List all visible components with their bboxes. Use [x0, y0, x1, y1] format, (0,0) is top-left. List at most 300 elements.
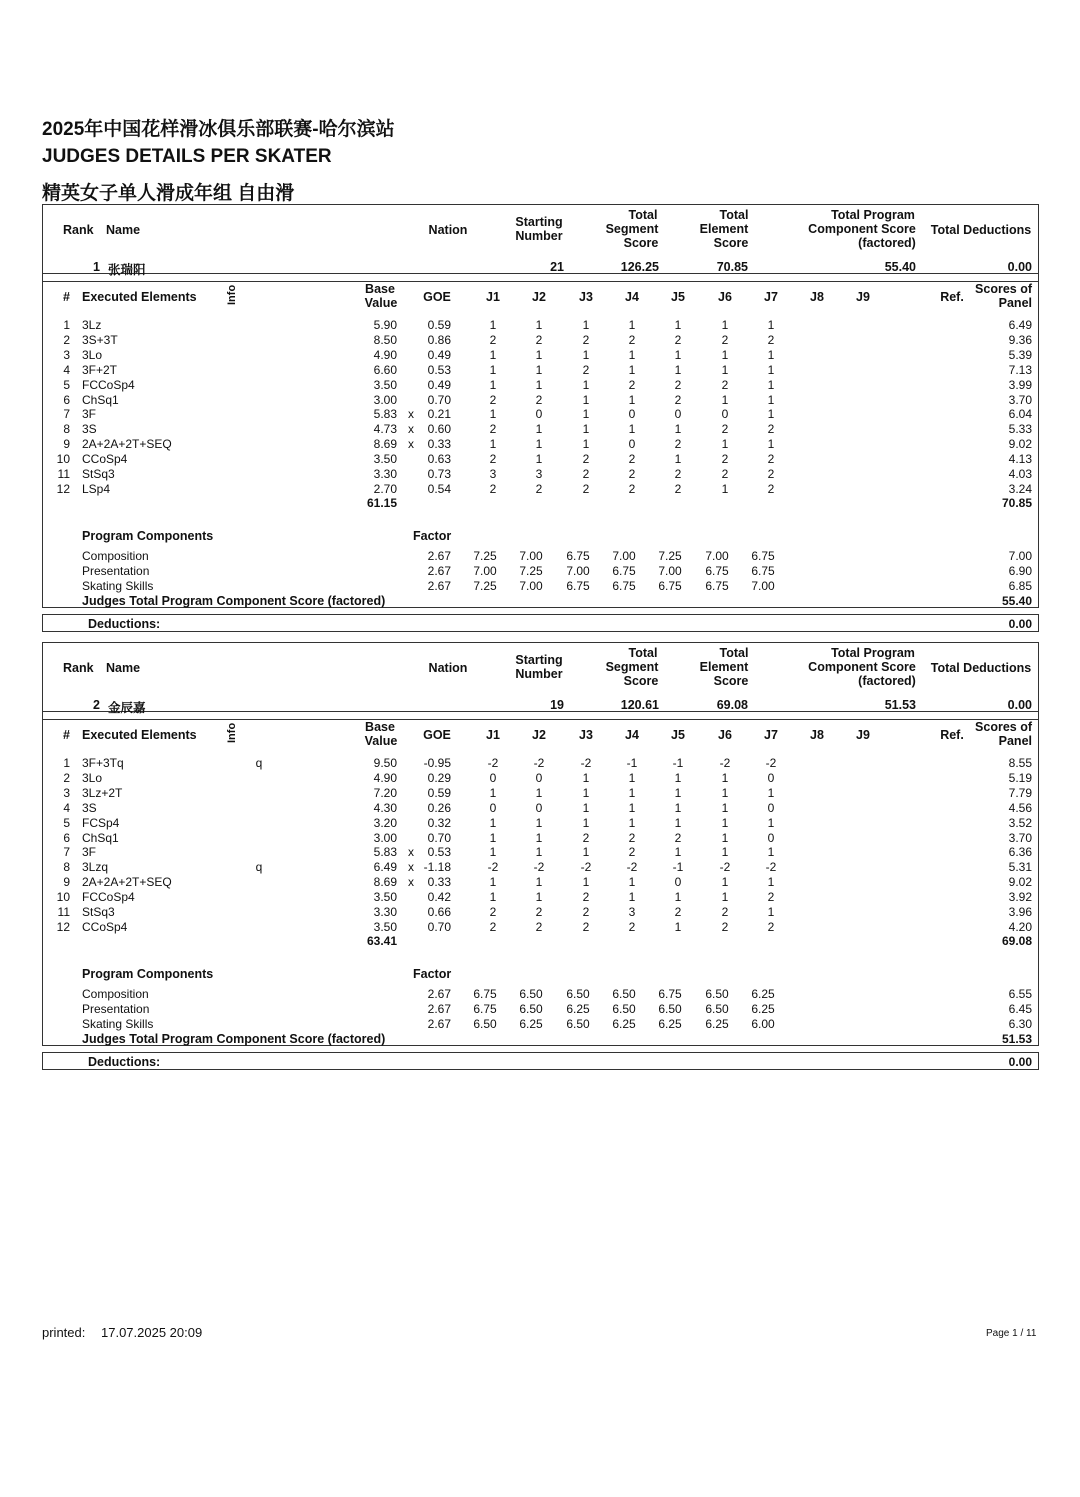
- executed-elements-header: Executed Elements: [82, 290, 197, 304]
- element-judge-score: -2: [580, 860, 592, 874]
- header-divider: [42, 281, 1039, 282]
- element-judge-score: 1: [767, 318, 775, 332]
- component-judge-score: 7.25: [658, 549, 682, 563]
- rank-header: Rank: [63, 223, 94, 237]
- element-base-value: 5.90: [373, 318, 397, 332]
- element-judge-score: 2: [489, 452, 497, 466]
- element-judge-score: 3: [535, 467, 543, 481]
- component-judge-score: 6.50: [612, 1002, 636, 1016]
- component-judge-score: 6.50: [705, 1002, 729, 1016]
- element-row-number: 11: [57, 467, 70, 481]
- name-header: Name: [106, 223, 141, 237]
- judge-header-j8: J8: [810, 290, 824, 304]
- component-judge-score: 6.25: [612, 1017, 636, 1031]
- total-segment-score: 126.25: [620, 260, 659, 274]
- element-judge-score: 1: [721, 875, 729, 889]
- element-judge-score: 1: [582, 816, 590, 830]
- element-code: FCCoSp4: [82, 378, 135, 392]
- component-judge-score: 6.25: [519, 1017, 543, 1031]
- element-judge-score: 2: [721, 452, 729, 466]
- element-judge-score: 1: [721, 348, 729, 362]
- element-judge-score: 1: [535, 318, 543, 332]
- element-judge-score: 1: [767, 363, 775, 377]
- component-judge-score: 7.25: [473, 549, 497, 563]
- element-base-value: 4.90: [373, 771, 397, 785]
- element-judge-score: 2: [674, 482, 682, 496]
- total-segment-header: Total: [628, 646, 658, 660]
- element-base-value: 2.70: [373, 482, 397, 496]
- event-title: 2025年中国花样滑冰俱乐部联赛-哈尔滨站: [42, 119, 395, 140]
- element-judge-score: 1: [721, 786, 729, 800]
- total-element-header: Score: [713, 236, 749, 250]
- element-judge-score: -2: [487, 860, 499, 874]
- deductions-label: Deductions:: [88, 1055, 161, 1069]
- judge-header-j1: J1: [486, 290, 500, 304]
- element-panel-score: 9.02: [1008, 875, 1032, 889]
- element-goe: 0.42: [427, 890, 451, 904]
- element-judge-score: 2: [628, 378, 636, 392]
- element-judge-score: 1: [767, 905, 775, 919]
- element-number-header: #: [63, 290, 70, 304]
- element-judge-score: 1: [674, 786, 682, 800]
- element-code: StSq3: [82, 905, 115, 919]
- element-judge-score: 1: [767, 393, 775, 407]
- element-base-value: 3.50: [373, 920, 397, 934]
- element-judge-score: -2: [487, 756, 499, 770]
- element-judge-score: 2: [628, 831, 636, 845]
- element-judge-score: 1: [721, 890, 729, 904]
- element-panel-score: 3.52: [1008, 816, 1032, 830]
- component-judge-score: 7.00: [566, 564, 590, 578]
- element-judge-score: 1: [535, 437, 543, 451]
- judge-header-j8: J8: [810, 728, 824, 742]
- element-panel-score: 5.31: [1008, 860, 1032, 874]
- element-judge-score: 0: [767, 831, 775, 845]
- base-value-header: Value: [364, 296, 398, 310]
- element-bonus-flag: x: [408, 407, 414, 421]
- element-judge-score: 0: [767, 771, 775, 785]
- element-judge-score: 2: [767, 920, 775, 934]
- element-judge-score: 2: [674, 393, 682, 407]
- judges-total-pcs-label: Judges Total Program Component Score (factored): [82, 1032, 386, 1046]
- element-panel-score: 5.39: [1008, 348, 1032, 362]
- element-judge-score: 1: [767, 845, 775, 859]
- element-judge-score: 2: [628, 920, 636, 934]
- skater-rank: 1: [93, 260, 100, 274]
- component-judge-score: 7.25: [519, 564, 543, 578]
- component-factor: 2.67: [427, 1017, 451, 1031]
- total-element-header: Score: [713, 674, 749, 688]
- element-panel-score: 4.03: [1008, 467, 1032, 481]
- element-judge-score: 2: [674, 378, 682, 392]
- deductions-label: Deductions:: [88, 617, 161, 631]
- element-judge-score: 1: [674, 845, 682, 859]
- scores-of-panel-header: Scores of: [975, 282, 1032, 296]
- component-judge-score: 6.75: [751, 549, 775, 563]
- judges-total-pcs-value: 55.40: [1001, 594, 1032, 608]
- scores-of-panel-header: Panel: [998, 734, 1032, 748]
- element-base-value: 4.73: [373, 422, 397, 436]
- element-row-number: 5: [63, 378, 70, 392]
- component-panel-score: 6.30: [1008, 1017, 1032, 1031]
- element-row-number: 10: [56, 452, 70, 466]
- printed-label: printed:: [42, 1325, 86, 1340]
- element-judge-score: -2: [765, 756, 777, 770]
- element-judge-score: 1: [628, 890, 636, 904]
- judge-header-j3: J3: [579, 728, 593, 742]
- element-judge-score: 2: [674, 333, 682, 347]
- element-code: 3S: [82, 801, 97, 815]
- element-judge-score: 1: [582, 378, 590, 392]
- element-row-number: 4: [63, 801, 70, 815]
- element-judge-score: 2: [721, 920, 729, 934]
- element-code: 3F+2T: [82, 363, 118, 377]
- element-goe: 0.32: [427, 816, 451, 830]
- element-judge-score: 1: [628, 786, 636, 800]
- element-code: ChSq1: [82, 831, 119, 845]
- starting-number-header: Number: [515, 667, 563, 681]
- element-judge-score: 2: [582, 467, 590, 481]
- element-judge-score: 2: [489, 920, 497, 934]
- total-deductions-value: 0.00: [1007, 698, 1032, 712]
- component-name: Presentation: [82, 1002, 150, 1016]
- element-judge-score: 2: [721, 378, 729, 392]
- element-bonus-flag: x: [408, 437, 414, 451]
- element-judge-score: 1: [582, 422, 590, 436]
- element-judge-score: 2: [674, 437, 682, 451]
- element-goe: 0.29: [427, 771, 451, 785]
- ref-header: Ref.: [940, 728, 964, 742]
- component-judge-score: 7.00: [519, 579, 543, 593]
- element-row-number: 7: [63, 845, 70, 859]
- element-goe: 0.26: [427, 801, 451, 815]
- element-code: FCSp4: [82, 816, 120, 830]
- element-judge-score: 0: [721, 407, 729, 421]
- base-value-total: 63.41: [366, 934, 397, 948]
- element-judge-score: 3: [489, 467, 497, 481]
- report-title: JUDGES DETAILS PER SKATER: [42, 146, 332, 167]
- element-panel-score: 4.20: [1008, 920, 1032, 934]
- element-judge-score: 2: [489, 905, 497, 919]
- element-judge-score: 2: [767, 422, 775, 436]
- element-row-number: 7: [63, 407, 70, 421]
- element-code: FCCoSp4: [82, 890, 135, 904]
- element-row-number: 1: [63, 318, 70, 332]
- element-judge-score: 2: [489, 393, 497, 407]
- total-pcs-header: Total Program: [831, 208, 915, 222]
- element-judge-score: 1: [674, 318, 682, 332]
- judge-header-j9: J9: [856, 728, 870, 742]
- element-judge-score: 2: [582, 831, 590, 845]
- element-judge-score: 1: [628, 422, 636, 436]
- element-judge-score: 1: [674, 363, 682, 377]
- element-goe: 0.66: [427, 905, 451, 919]
- total-element-score: 69.08: [716, 698, 748, 712]
- element-goe: 0.60: [427, 422, 451, 436]
- nation-header: Nation: [428, 223, 468, 237]
- judge-header-j9: J9: [856, 290, 870, 304]
- element-code: LSp4: [82, 482, 111, 496]
- skater-rank: 2: [93, 698, 100, 712]
- component-judge-score: 6.50: [473, 1017, 497, 1031]
- rank-header: Rank: [63, 661, 94, 675]
- element-judge-score: 1: [489, 318, 497, 332]
- skater-name: 金辰嘉: [108, 701, 146, 715]
- element-row-number: 9: [63, 875, 70, 889]
- element-judge-score: 2: [767, 452, 775, 466]
- element-judge-score: 1: [628, 771, 636, 785]
- judge-header-j5: J5: [671, 290, 685, 304]
- element-judge-score: 1: [767, 407, 775, 421]
- element-code: 2A+2A+2T+SEQ: [82, 437, 172, 451]
- element-judge-score: 0: [535, 771, 543, 785]
- component-panel-score: 6.90: [1008, 564, 1032, 578]
- total-segment-header: Score: [623, 236, 659, 250]
- element-judge-score: 1: [582, 437, 590, 451]
- element-goe: 0.70: [427, 920, 451, 934]
- element-judge-score: 2: [582, 363, 590, 377]
- element-judge-score: 2: [535, 920, 543, 934]
- judge-header-j4: J4: [625, 290, 639, 304]
- element-goe: -1.18: [423, 860, 451, 874]
- element-row-number: 4: [63, 363, 70, 377]
- total-segment-score: 120.61: [620, 698, 659, 712]
- element-panel-score: 4.13: [1008, 452, 1032, 466]
- component-judge-score: 6.75: [751, 564, 775, 578]
- component-factor: 2.67: [427, 549, 451, 563]
- element-judge-score: 2: [582, 333, 590, 347]
- total-element-header: Total: [719, 646, 749, 660]
- element-judge-score: 1: [674, 801, 682, 815]
- element-judge-score: 2: [674, 467, 682, 481]
- element-code: 3Lz: [82, 318, 102, 332]
- element-row-number: 2: [63, 333, 70, 347]
- component-factor: 2.67: [427, 987, 451, 1001]
- base-value-header: Value: [364, 734, 398, 748]
- element-panel-score: 3.24: [1008, 482, 1032, 496]
- component-judge-score: 6.25: [751, 987, 775, 1001]
- element-judge-score: 1: [582, 771, 590, 785]
- component-factor: 2.67: [427, 579, 451, 593]
- element-code: CCoSp4: [82, 920, 128, 934]
- component-judge-score: 6.75: [473, 1002, 497, 1016]
- element-bonus-flag: x: [408, 860, 414, 874]
- component-panel-score: 6.85: [1008, 579, 1032, 593]
- element-judge-score: 2: [489, 333, 497, 347]
- element-judge-score: 0: [535, 801, 543, 815]
- element-number-header: #: [63, 728, 70, 742]
- element-info-flag: q: [255, 860, 263, 874]
- element-judge-score: 1: [721, 393, 729, 407]
- element-judge-score: -2: [533, 756, 545, 770]
- element-goe: 0.59: [427, 786, 451, 800]
- total-deductions-header: Total Deductions: [930, 661, 1032, 675]
- element-code: 3Lz+2T: [82, 786, 123, 800]
- total-segment-header: Segment: [605, 660, 659, 674]
- element-bonus-flag: x: [408, 845, 414, 859]
- element-row-number: 9: [63, 437, 70, 451]
- component-judge-score: 7.00: [519, 549, 543, 563]
- element-panel-score: 3.92: [1008, 890, 1032, 904]
- element-judge-score: 1: [721, 771, 729, 785]
- element-panel-score: 9.36: [1008, 333, 1032, 347]
- element-judge-score: 0: [674, 407, 682, 421]
- element-judge-score: 1: [674, 348, 682, 362]
- element-judge-score: 2: [767, 482, 775, 496]
- element-judge-score: 1: [582, 875, 590, 889]
- element-judge-score: 2: [535, 393, 543, 407]
- element-judge-score: 2: [721, 905, 729, 919]
- element-bonus-flag: x: [408, 875, 414, 889]
- element-judge-score: 0: [767, 801, 775, 815]
- element-row-number: 3: [63, 786, 70, 800]
- element-goe: -0.95: [423, 756, 451, 770]
- component-judge-score: 6.25: [658, 1017, 682, 1031]
- element-judge-score: 2: [767, 467, 775, 481]
- element-base-value: 8.50: [373, 333, 397, 347]
- deductions-value: 0.00: [1008, 617, 1032, 631]
- judge-header-j5: J5: [671, 728, 685, 742]
- page-number: Page 1 / 11: [986, 1328, 1037, 1339]
- tes-total: 69.08: [1001, 934, 1032, 948]
- element-base-value: 4.30: [373, 801, 397, 815]
- element-code: 3F: [82, 407, 97, 421]
- component-judge-score: 6.50: [658, 1002, 682, 1016]
- scores-of-panel-header: Scores of: [975, 720, 1032, 734]
- element-judge-score: 0: [628, 437, 636, 451]
- total-pcs-score: 55.40: [884, 260, 916, 274]
- element-judge-score: 1: [721, 845, 729, 859]
- element-judge-score: 1: [674, 422, 682, 436]
- element-row-number: 3: [63, 348, 70, 362]
- element-judge-score: 1: [582, 845, 590, 859]
- element-judge-score: -2: [626, 860, 638, 874]
- element-judge-score: -2: [533, 860, 545, 874]
- element-judge-score: 1: [535, 363, 543, 377]
- total-element-header: Element: [699, 222, 749, 236]
- element-panel-score: 6.36: [1008, 845, 1032, 859]
- element-goe: 0.53: [427, 363, 451, 377]
- executed-elements-header: Executed Elements: [82, 728, 197, 742]
- element-panel-score: 3.70: [1008, 831, 1032, 845]
- element-goe: 0.21: [427, 407, 451, 421]
- element-panel-score: 6.04: [1008, 407, 1032, 421]
- component-judge-score: 6.75: [658, 987, 682, 1001]
- element-code: 3Lzq: [82, 860, 109, 874]
- element-judge-score: 2: [582, 920, 590, 934]
- element-judge-score: 2: [489, 482, 497, 496]
- element-judge-score: 2: [582, 452, 590, 466]
- component-judge-score: 6.25: [705, 1017, 729, 1031]
- element-code: 3F+3Tq: [82, 756, 124, 770]
- printed-timestamp: 17.07.2025 20:09: [101, 1325, 203, 1340]
- element-goe: 0.73: [427, 467, 451, 481]
- component-judge-score: 7.00: [473, 564, 497, 578]
- element-row-number: 6: [63, 393, 70, 407]
- element-judge-score: 1: [582, 786, 590, 800]
- judge-header-j1: J1: [486, 728, 500, 742]
- element-judge-score: 1: [535, 378, 543, 392]
- element-info-flag: q: [255, 756, 263, 770]
- element-judge-score: 1: [767, 875, 775, 889]
- judge-header-j7: J7: [764, 728, 778, 742]
- component-judge-score: 6.25: [566, 1002, 590, 1016]
- element-judge-score: -2: [719, 756, 731, 770]
- element-base-value: 4.90: [373, 348, 397, 362]
- component-judge-score: 6.75: [612, 579, 636, 593]
- judge-header-j3: J3: [579, 290, 593, 304]
- element-code: 3S: [82, 422, 97, 436]
- element-goe: 0.70: [427, 393, 451, 407]
- element-base-value: 8.69: [373, 875, 397, 889]
- element-judge-score: 1: [535, 845, 543, 859]
- element-judge-score: 1: [628, 363, 636, 377]
- element-row-number: 1: [63, 756, 70, 770]
- element-judge-score: 2: [489, 422, 497, 436]
- element-judge-score: -2: [719, 860, 731, 874]
- element-base-value: 6.49: [373, 860, 397, 874]
- element-judge-score: 1: [628, 801, 636, 815]
- judge-header-j7: J7: [764, 290, 778, 304]
- element-goe: 0.86: [427, 333, 451, 347]
- element-judge-score: 2: [721, 422, 729, 436]
- element-judge-score: 0: [535, 407, 543, 421]
- element-base-value: 3.50: [373, 378, 397, 392]
- component-judge-score: 6.50: [612, 987, 636, 1001]
- element-judge-score: 2: [628, 467, 636, 481]
- element-row-number: 11: [57, 905, 70, 919]
- component-judge-score: 7.00: [612, 549, 636, 563]
- component-name: Presentation: [82, 564, 150, 578]
- element-judge-score: 1: [582, 801, 590, 815]
- element-judge-score: 1: [721, 437, 729, 451]
- component-judge-score: 6.75: [705, 579, 729, 593]
- goe-header: GOE: [423, 290, 451, 304]
- nation-header: Nation: [428, 661, 468, 675]
- component-judge-score: 6.75: [473, 987, 497, 1001]
- element-base-value: 5.83: [373, 407, 397, 421]
- element-judge-score: 1: [674, 452, 682, 466]
- element-code: StSq3: [82, 467, 115, 481]
- element-goe: 0.49: [427, 348, 451, 362]
- element-judge-score: 1: [674, 816, 682, 830]
- judge-header-j6: J6: [718, 290, 732, 304]
- element-base-value: 3.50: [373, 452, 397, 466]
- judges-total-pcs-label: Judges Total Program Component Score (factored): [82, 594, 386, 608]
- total-segment-header: Segment: [605, 222, 659, 236]
- component-judge-score: 6.75: [566, 549, 590, 563]
- element-row-number: 5: [63, 816, 70, 830]
- component-judge-score: 6.50: [566, 1017, 590, 1031]
- element-judge-score: 2: [535, 905, 543, 919]
- element-base-value: 3.50: [373, 890, 397, 904]
- element-judge-score: 1: [721, 816, 729, 830]
- total-pcs-header: (factored): [858, 674, 916, 688]
- element-judge-score: 1: [721, 363, 729, 377]
- element-judge-score: 1: [535, 786, 543, 800]
- component-judge-score: 6.75: [658, 579, 682, 593]
- component-name: Skating Skills: [82, 579, 154, 593]
- element-panel-score: 9.02: [1008, 437, 1032, 451]
- element-judge-score: 1: [535, 348, 543, 362]
- total-element-header: Element: [699, 660, 749, 674]
- total-pcs-score: 51.53: [884, 698, 916, 712]
- element-goe: 0.70: [427, 831, 451, 845]
- component-judge-score: 6.75: [566, 579, 590, 593]
- component-judge-score: 6.75: [705, 564, 729, 578]
- component-judge-score: 6.50: [519, 1002, 543, 1016]
- element-row-number: 12: [56, 482, 70, 496]
